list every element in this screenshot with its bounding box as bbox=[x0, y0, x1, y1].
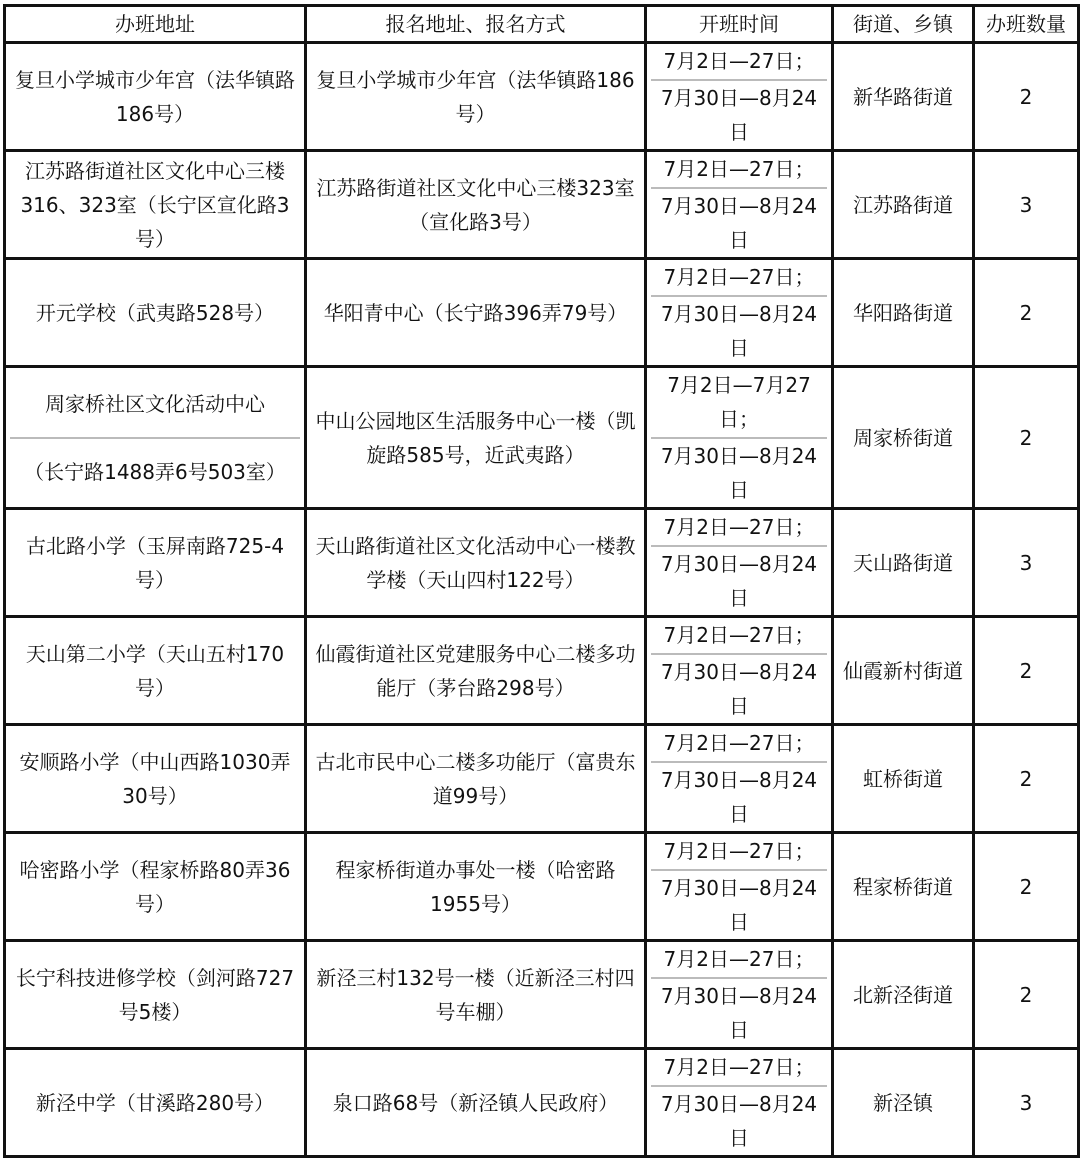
street-cell: 新泾镇 bbox=[833, 1049, 974, 1157]
date-second-period: 7月30日—8月24日 bbox=[660, 302, 818, 360]
street-cell: 虹桥街道 bbox=[833, 725, 974, 833]
site-cell: 开元学校（武夷路528号） bbox=[5, 259, 306, 367]
street-cell: 华阳路街道 bbox=[833, 259, 974, 367]
date-first-period: 7月2日—27日； bbox=[651, 726, 827, 763]
street-cell: 北新泾街道 bbox=[833, 941, 974, 1049]
site-cell: 江苏路街道社区文化中心三楼316、323室（长宁区宣化路3号） bbox=[5, 151, 306, 259]
date-second-period: 7月30日—8月24日 bbox=[660, 86, 818, 144]
count-cell: 2 bbox=[974, 725, 1079, 833]
street-cell: 周家桥街道 bbox=[833, 367, 974, 509]
date-cell bbox=[646, 725, 833, 833]
header-count: 办班数量 bbox=[974, 6, 1079, 43]
table-row bbox=[5, 367, 1079, 509]
date-cell bbox=[646, 259, 833, 367]
site-cell: 哈密路小学（程家桥路80弄36号） bbox=[5, 833, 306, 941]
date-cell bbox=[646, 617, 833, 725]
header-street: 街道、乡镇 bbox=[833, 6, 974, 43]
table-row bbox=[5, 1049, 1079, 1157]
table-row bbox=[5, 151, 1079, 259]
date-cell bbox=[646, 941, 833, 1049]
signup-cell: 江苏路街道社区文化中心三楼323室（宣化路3号） bbox=[306, 151, 646, 259]
date-cell bbox=[646, 1049, 833, 1157]
signup-cell: 复旦小学城市少年宫（法华镇路186号） bbox=[306, 43, 646, 151]
site-cell: 安顺路小学（中山西路1030弄30号） bbox=[5, 725, 306, 833]
date-cell bbox=[646, 833, 833, 941]
signup-cell: 古北市民中心二楼多功能厅（富贵东道99号） bbox=[306, 725, 646, 833]
table-row bbox=[5, 509, 1079, 617]
table-row bbox=[5, 833, 1079, 941]
site-cell: 新泾中学（甘溪路280号） bbox=[5, 1049, 306, 1157]
site-line: 周家桥社区文化活动中心 bbox=[10, 371, 300, 439]
table-row bbox=[5, 259, 1079, 367]
count-cell: 2 bbox=[974, 259, 1079, 367]
count-cell: 2 bbox=[974, 617, 1079, 725]
signup-cell: 华阳青中心（长宁路396弄79号） bbox=[306, 259, 646, 367]
site-cell: 古北路小学（玉屏南路725-4号） bbox=[5, 509, 306, 617]
date-first-period: 7月2日—27日； bbox=[651, 510, 827, 547]
table-row bbox=[5, 941, 1079, 1049]
count-cell: 3 bbox=[974, 509, 1079, 617]
header-row bbox=[5, 6, 1079, 43]
date-cell bbox=[646, 43, 833, 151]
date-second-period: 7月30日—8月24日 bbox=[660, 984, 818, 1042]
header-signup: 报名地址、报名方式 bbox=[306, 6, 646, 43]
date-first-period: 7月2日—7月27日； bbox=[651, 368, 827, 439]
date-first-period: 7月2日—27日； bbox=[651, 942, 827, 979]
site-line: （长宁路1488弄6号503室） bbox=[24, 459, 286, 484]
count-cell: 2 bbox=[974, 941, 1079, 1049]
street-cell: 江苏路街道 bbox=[833, 151, 974, 259]
class-schedule-table bbox=[3, 4, 1080, 1158]
date-first-period: 7月2日—27日； bbox=[651, 618, 827, 655]
date-second-period: 7月30日—8月24日 bbox=[660, 194, 818, 252]
table-row bbox=[5, 725, 1079, 833]
date-first-period: 7月2日—27日； bbox=[651, 834, 827, 871]
date-first-period: 7月2日—27日； bbox=[651, 1050, 827, 1087]
street-cell: 天山路街道 bbox=[833, 509, 974, 617]
street-cell: 新华路街道 bbox=[833, 43, 974, 151]
count-cell: 2 bbox=[974, 833, 1079, 941]
site-cell bbox=[5, 367, 306, 509]
date-first-period: 7月2日—27日； bbox=[651, 260, 827, 297]
site-cell: 复旦小学城市少年宫（法华镇路186号） bbox=[5, 43, 306, 151]
site-cell: 天山第二小学（天山五村170号） bbox=[5, 617, 306, 725]
date-second-period: 7月30日—8月24日 bbox=[660, 552, 818, 610]
signup-cell: 天山路街道社区文化活动中心一楼教学楼（天山四村122号） bbox=[306, 509, 646, 617]
count-cell: 2 bbox=[974, 367, 1079, 509]
table-row bbox=[5, 43, 1079, 151]
count-cell: 3 bbox=[974, 1049, 1079, 1157]
signup-cell: 泉口路68号（新泾镇人民政府） bbox=[306, 1049, 646, 1157]
date-first-period: 7月2日—27日； bbox=[651, 152, 827, 189]
date-second-period: 7月30日—8月24日 bbox=[660, 660, 818, 718]
signup-cell: 仙霞街道社区党建服务中心二楼多功能厅（茅台路298号） bbox=[306, 617, 646, 725]
date-cell bbox=[646, 151, 833, 259]
table-row bbox=[5, 617, 1079, 725]
date-second-period: 7月30日—8月24日 bbox=[660, 876, 818, 934]
signup-cell: 中山公园地区生活服务中心一楼（凯旋路585号，近武夷路） bbox=[306, 367, 646, 509]
date-second-period: 7月30日—8月24日 bbox=[660, 444, 818, 502]
date-cell bbox=[646, 367, 833, 509]
header-site: 办班地址 bbox=[5, 6, 306, 43]
header-date: 开班时间 bbox=[646, 6, 833, 43]
date-first-period: 7月2日—27日； bbox=[651, 44, 827, 81]
count-cell: 2 bbox=[974, 43, 1079, 151]
date-second-period: 7月30日—8月24日 bbox=[660, 768, 818, 826]
street-cell: 仙霞新村街道 bbox=[833, 617, 974, 725]
street-cell: 程家桥街道 bbox=[833, 833, 974, 941]
date-second-period: 7月30日—8月24日 bbox=[660, 1092, 818, 1150]
date-cell bbox=[646, 509, 833, 617]
signup-cell: 程家桥街道办事处一楼（哈密路1955号） bbox=[306, 833, 646, 941]
signup-cell: 新泾三村132号一楼（近新泾三村四号车棚） bbox=[306, 941, 646, 1049]
site-cell: 长宁科技进修学校（剑河路727号5楼） bbox=[5, 941, 306, 1049]
count-cell: 3 bbox=[974, 151, 1079, 259]
